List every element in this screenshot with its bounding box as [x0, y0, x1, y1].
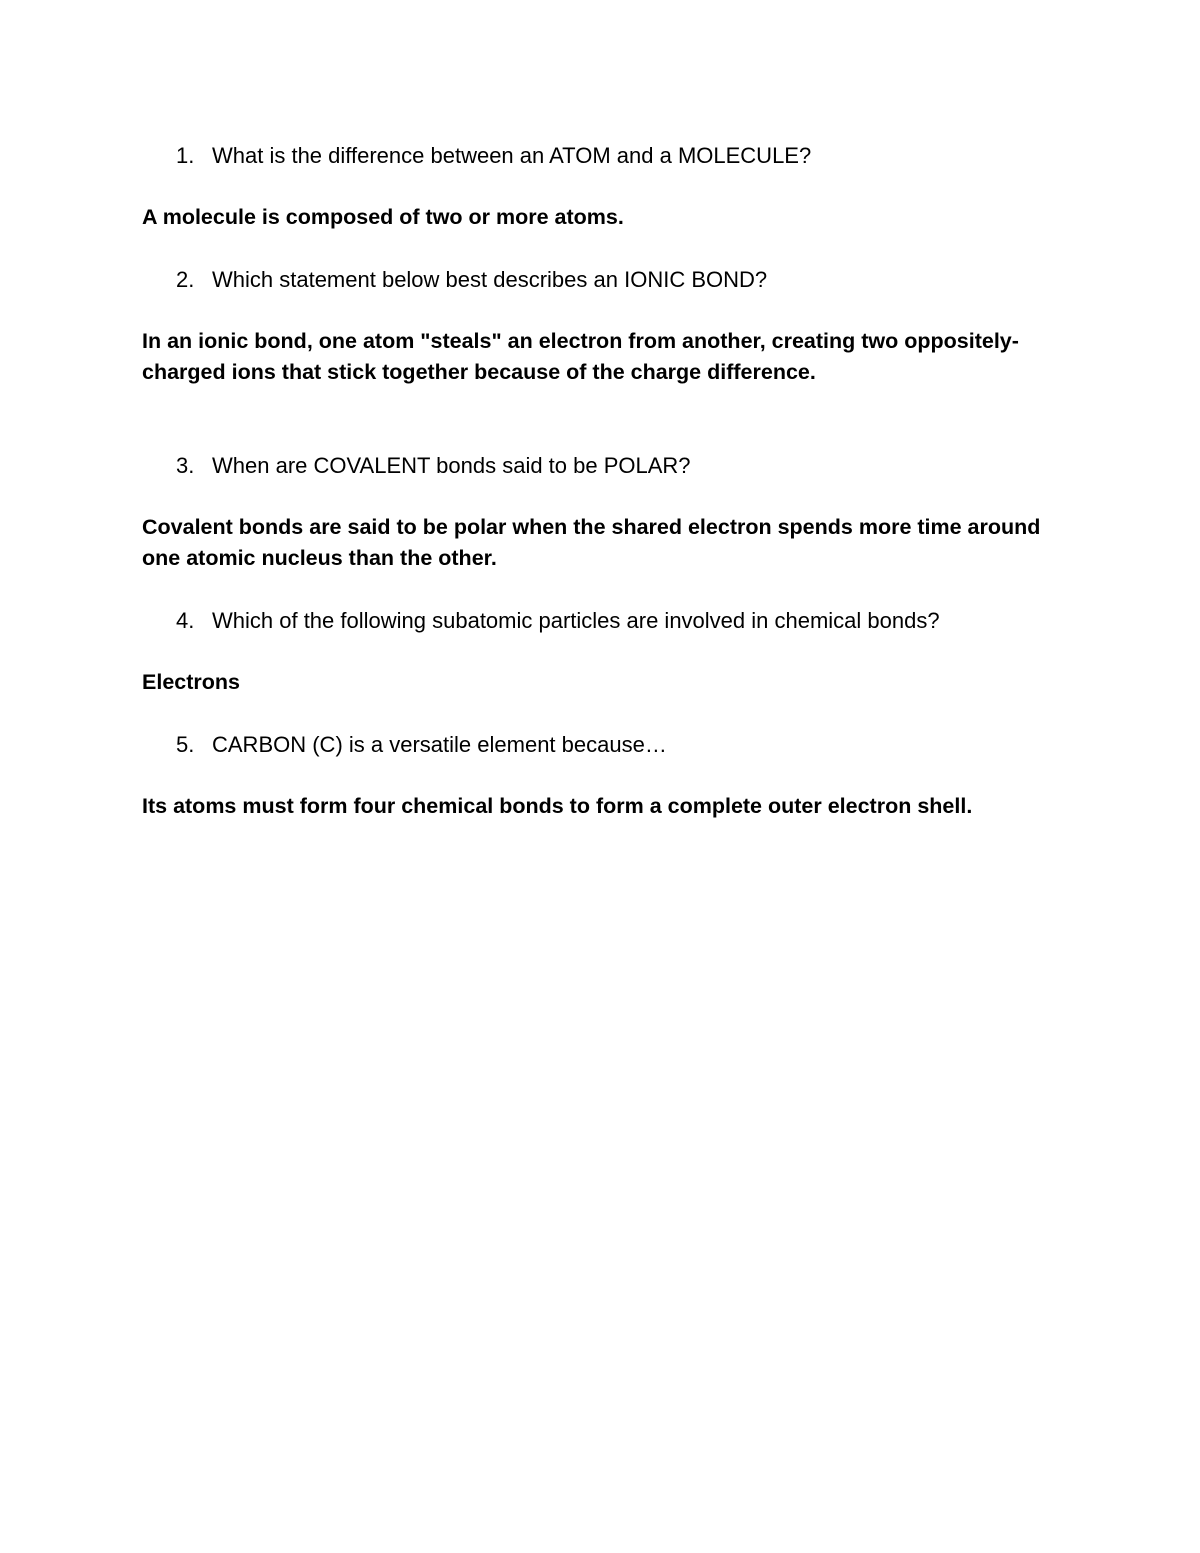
- question-1: [176, 140, 1072, 171]
- question-text: Which of the following subatomic particles are involved in chemical bonds?: [212, 608, 940, 633]
- question-text: What is the difference between an ATOM and a MOLECULE?: [212, 143, 812, 168]
- question-number: 3.: [176, 453, 195, 478]
- question-5: [176, 729, 1072, 760]
- question-number: 5.: [176, 732, 195, 757]
- answer-5: Its atoms must form four chemical bonds to form a complete outer electron shell.: [142, 794, 973, 818]
- question-text: When are COVALENT bonds said to be POLAR?: [212, 453, 691, 478]
- question-text: CARBON (C) is a versatile element because…: [212, 732, 667, 757]
- qa-list: [142, 140, 1072, 822]
- question-4: [176, 605, 1072, 636]
- answer-3: Covalent bonds are said to be polar when the shared electron spends more time around one atomic nucleus than the other.: [142, 515, 1041, 570]
- answer-2: In an ionic bond, one atom "steals" an electron from another, creating two oppositely-charged ions that stick together because of the charge difference.: [142, 329, 1019, 384]
- answer-4: Electrons: [142, 670, 240, 694]
- question-number: 1.: [176, 143, 195, 168]
- question-text: Which statement below best describes an IONIC BOND?: [212, 267, 768, 292]
- question-3: [176, 450, 1072, 481]
- question-2: [176, 264, 1072, 295]
- question-number: 4.: [176, 608, 195, 633]
- question-number: 2.: [176, 267, 195, 292]
- answer-1: A molecule is composed of two or more atoms.: [142, 205, 624, 229]
